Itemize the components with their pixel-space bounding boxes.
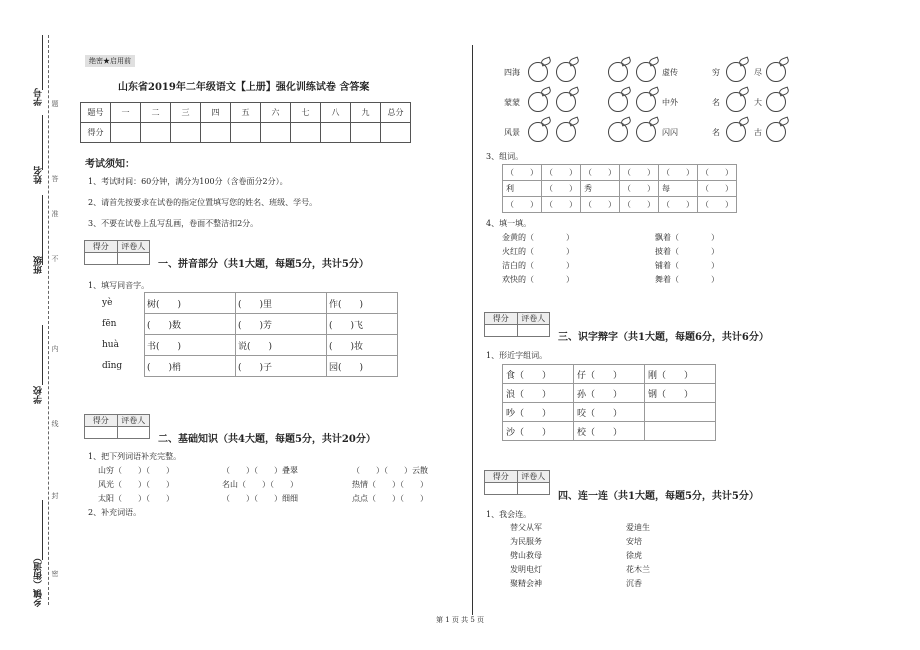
- scorer-score-cell[interactable]: [485, 325, 518, 337]
- match-left-item[interactable]: 劈山救母: [510, 551, 542, 560]
- pinyin-label: fēn: [102, 319, 117, 329]
- apple-leaf-icon: [568, 87, 580, 97]
- margin-mark: 内: [51, 345, 59, 352]
- score-cell[interactable]: [321, 123, 351, 143]
- pinyin-label: huà: [102, 340, 119, 350]
- idiom-item[interactable]: 名山（ ）（ ）: [222, 480, 298, 489]
- fill-item[interactable]: 飘着（ ）: [655, 233, 719, 242]
- word-group-cell[interactable]: （ ）: [659, 165, 698, 181]
- apple-word-label: 中外: [662, 98, 678, 107]
- fill-item[interactable]: 披着（ ）: [655, 247, 719, 256]
- fill-item[interactable]: 金黄的（ ）: [502, 233, 574, 242]
- scorer-grader-label: 评卷人: [117, 241, 150, 253]
- fill-item[interactable]: 舞着（ ）: [655, 275, 719, 284]
- fill-item[interactable]: 欢快的（ ）: [502, 275, 574, 284]
- apple-leaf-icon: [738, 87, 750, 97]
- apple-word-label: 名: [712, 128, 720, 137]
- section2-title: 二、基础知识（共4大题，每题5分，共计20分）: [158, 434, 376, 445]
- pinyin-cell[interactable]: 书( ): [145, 335, 236, 356]
- score-header-cell: 八: [321, 103, 351, 123]
- score-row-label: 得分: [81, 123, 111, 143]
- score-cell[interactable]: [381, 123, 411, 143]
- similar-char-cell[interactable]: 食（ ）: [503, 365, 574, 384]
- scorer-grader-label: 评卷人: [517, 313, 550, 325]
- township-label: 乡镇（街道）: [34, 553, 44, 607]
- notice-heading: 考试须知：: [85, 159, 135, 170]
- score-header-cell: 六: [261, 103, 291, 123]
- student-id-underline: [42, 35, 43, 90]
- score-header-cell: 三: [171, 103, 201, 123]
- word-group-cell[interactable]: （ ）: [698, 181, 737, 197]
- margin-mark: 不: [51, 255, 59, 262]
- word-group-cell[interactable]: （ ）: [698, 165, 737, 181]
- similar-char-cell[interactable]: 孙（ ）: [574, 384, 645, 403]
- score-cell[interactable]: [171, 123, 201, 143]
- pinyin-label: yè: [102, 298, 113, 308]
- score-header-cell: 二: [141, 103, 171, 123]
- q4-label: 4、填一填。: [486, 219, 532, 228]
- pinyin-cell[interactable]: ( )妆: [327, 335, 398, 356]
- class-label: 班级: [34, 256, 44, 274]
- similar-char-cell[interactable]: 仔（ ）: [574, 365, 645, 384]
- score-header-cell: 一: [111, 103, 141, 123]
- apple-leaf-icon: [568, 57, 580, 67]
- margin-mark: 题: [51, 100, 59, 107]
- pinyin-cell[interactable]: 树( ): [145, 293, 236, 314]
- scorer-score-cell[interactable]: [485, 483, 518, 495]
- column-divider: [472, 45, 473, 615]
- pinyin-cell[interactable]: ( )子: [236, 356, 327, 377]
- binding-dashed-line: [48, 35, 49, 605]
- apple-word-label: 名: [712, 98, 720, 107]
- pinyin-cell[interactable]: ( )芳: [236, 314, 327, 335]
- pinyin-label: dīng: [102, 361, 123, 371]
- scorer-grader-cell[interactable]: [117, 253, 150, 265]
- word-group-cell[interactable]: （ ）: [581, 165, 620, 181]
- apple-leaf-icon: [620, 57, 632, 67]
- match-right-item[interactable]: 爱迪生: [626, 523, 650, 532]
- name-underline: [42, 115, 43, 170]
- word-group-char: 利: [503, 181, 542, 197]
- pinyin-cell[interactable]: ( )梢: [145, 356, 236, 377]
- margin-mark: 密: [51, 570, 59, 577]
- score-cell[interactable]: [111, 123, 141, 143]
- pinyin-cell[interactable]: 作( ): [327, 293, 398, 314]
- similar-char-cell[interactable]: 沙（ ）: [503, 422, 574, 441]
- scorer-grader-cell[interactable]: [517, 325, 550, 337]
- similar-char-cell: [645, 403, 716, 422]
- apple-leaf-icon: [778, 117, 790, 127]
- scorer-box: [484, 470, 550, 495]
- class-underline: [42, 195, 43, 265]
- apple-leaf-icon: [738, 117, 750, 127]
- pinyin-cell[interactable]: ( )飞: [327, 314, 398, 335]
- score-table: [80, 102, 411, 143]
- pinyin-cell[interactable]: ( )里: [236, 293, 327, 314]
- score-cell[interactable]: [351, 123, 381, 143]
- apple-leaf-icon: [540, 57, 552, 67]
- apple-leaf-icon: [648, 87, 660, 97]
- apple-word-label: 蒙蒙: [504, 98, 520, 107]
- match-right-item[interactable]: 沉香: [626, 579, 642, 588]
- word-group-cell[interactable]: （ ）: [620, 197, 659, 213]
- word-group-cell[interactable]: （ ）: [542, 197, 581, 213]
- scorer-box: [84, 240, 150, 265]
- apple-leaf-icon: [648, 57, 660, 67]
- word-group-cell[interactable]: （ ）: [581, 197, 620, 213]
- word-group-cell[interactable]: （ ）: [698, 197, 737, 213]
- idiom-item[interactable]: 太阳（ ）（ ）: [98, 494, 174, 503]
- fill-item[interactable]: 洁白的（ ）: [502, 261, 574, 270]
- section1-title: 一、拼音部分（共1大题，每题5分，共计5分）: [158, 259, 369, 270]
- page-footer: 第 1 页 共 5 页: [435, 616, 485, 624]
- similar-char-cell[interactable]: 浪（ ）: [503, 384, 574, 403]
- scorer-box: [84, 414, 150, 439]
- apple-word-label: 四海: [504, 68, 520, 77]
- section4-title: 四、连一连（共1大题，每题5分，共计5分）: [558, 491, 759, 502]
- score-header-cell: 四: [201, 103, 231, 123]
- match-right-item[interactable]: 徐虎: [626, 551, 642, 560]
- margin-mark: 答: [51, 175, 59, 182]
- scorer-box: [484, 312, 550, 337]
- word-group-cell[interactable]: （ ）: [542, 165, 581, 181]
- section1-q1: 1、填写同音字。: [88, 281, 150, 290]
- q3-label: 3、组词。: [486, 152, 524, 161]
- idiom-item[interactable]: （ ）（ ）叠翠: [222, 466, 298, 475]
- scorer-grader-label: 评卷人: [517, 471, 550, 483]
- idiom-item[interactable]: （ ）（ ）云散: [352, 466, 428, 475]
- score-cell[interactable]: [261, 123, 291, 143]
- match-left-item[interactable]: 为民服务: [510, 537, 542, 546]
- section4-q1: 1、我会连。: [486, 510, 532, 519]
- match-right-item[interactable]: 花木兰: [626, 565, 650, 574]
- apple-leaf-icon: [568, 117, 580, 127]
- scorer-score-label: 得分: [485, 313, 518, 325]
- confidential-label: 绝密★启用前: [85, 55, 135, 67]
- scorer-grader-cell[interactable]: [117, 427, 150, 439]
- score-header-cell: 题号: [81, 103, 111, 123]
- apple-leaf-icon: [620, 87, 632, 97]
- word-group-char: 秀: [581, 181, 620, 197]
- margin-mark: 准: [51, 210, 59, 217]
- apple-word-label: 大: [754, 98, 762, 107]
- apple-word-label: 尽: [754, 68, 762, 77]
- apple-word-label: 穷: [712, 68, 720, 77]
- scorer-score-label: 得分: [85, 415, 118, 427]
- section3-title: 三、识字辩字（共1大题，每题6分，共计6分）: [558, 332, 769, 343]
- similar-char-cell[interactable]: 刚（ ）: [645, 365, 716, 384]
- notice-item: 3、不要在试卷上乱写乱画，卷面不整洁扣2分。: [88, 219, 259, 228]
- similar-char-cell: [645, 422, 716, 441]
- apple-leaf-icon: [778, 87, 790, 97]
- score-header-cell: 五: [231, 103, 261, 123]
- student-id-label: 学号: [34, 88, 44, 106]
- fill-item[interactable]: 火红的（ ）: [502, 247, 574, 256]
- match-left-item[interactable]: 聚精会神: [510, 579, 542, 588]
- scorer-grader-cell[interactable]: [517, 483, 550, 495]
- score-header-cell: 七: [291, 103, 321, 123]
- match-left-item[interactable]: 替父从军: [510, 523, 542, 532]
- similar-char-cell[interactable]: 校（ ）: [574, 422, 645, 441]
- school-underline: [42, 325, 43, 385]
- pinyin-cell[interactable]: 园( ): [327, 356, 398, 377]
- section2-q1: 1、把下列词语补充完整。: [88, 452, 182, 461]
- similar-char-cell[interactable]: 咬（ ）: [574, 403, 645, 422]
- exam-title: 山东省2019年二年级语文【上册】强化训练试卷 含答案: [118, 82, 370, 93]
- score-cell[interactable]: [231, 123, 261, 143]
- name-label: 姓名: [34, 166, 44, 184]
- score-header-cell: 九: [351, 103, 381, 123]
- notice-item: 1、考试时间：60分钟，满分为100分（含卷面分2分）。: [88, 177, 288, 186]
- idiom-item[interactable]: （ ）（ ）细细: [222, 494, 298, 503]
- scorer-score-label: 得分: [85, 241, 118, 253]
- apple-word-label: 闪闪: [662, 128, 678, 137]
- apple-leaf-icon: [540, 87, 552, 97]
- section2-q2: 2、补充词语。: [88, 508, 142, 517]
- margin-mark: 封: [51, 492, 59, 499]
- idiom-item[interactable]: 热情（ ）（ ）: [352, 480, 428, 489]
- apple-leaf-icon: [738, 57, 750, 67]
- idiom-item[interactable]: 山穷（ ）（ ）: [98, 466, 174, 475]
- similar-char-grid: [502, 364, 716, 441]
- township-underline: [42, 500, 43, 560]
- scorer-grader-label: 评卷人: [117, 415, 150, 427]
- similar-char-cell[interactable]: 吵（ ）: [503, 403, 574, 422]
- apple-leaf-icon: [540, 117, 552, 127]
- similar-char-cell[interactable]: 钢（ ）: [645, 384, 716, 403]
- word-group-cell[interactable]: （ ）: [659, 197, 698, 213]
- match-right-item[interactable]: 安培: [626, 537, 642, 546]
- score-cell[interactable]: [201, 123, 231, 143]
- notice-item: 2、请首先按要求在试卷的指定位置填写您的姓名、班级、学号。: [88, 198, 318, 207]
- apple-word-label: 风景: [504, 128, 520, 137]
- score-cell[interactable]: [291, 123, 321, 143]
- pinyin-cell[interactable]: 说( ): [236, 335, 327, 356]
- apple-word-label: 虚传: [662, 68, 678, 77]
- margin-mark: 线: [51, 420, 59, 427]
- scorer-score-label: 得分: [485, 471, 518, 483]
- word-group-cell[interactable]: （ ）: [620, 181, 659, 197]
- word-group-cell[interactable]: （ ）: [503, 197, 542, 213]
- word-group-cell[interactable]: （ ）: [620, 165, 659, 181]
- word-group-grid: [502, 164, 737, 213]
- scorer-score-cell[interactable]: [85, 253, 118, 265]
- word-group-cell[interactable]: （ ）: [542, 181, 581, 197]
- scorer-score-cell[interactable]: [85, 427, 118, 439]
- word-group-cell[interactable]: （ ）: [503, 165, 542, 181]
- match-left-item[interactable]: 发明电灯: [510, 565, 542, 574]
- pinyin-grid: [100, 292, 398, 377]
- idiom-item[interactable]: 风光（ ）（ ）: [98, 480, 174, 489]
- pinyin-cell[interactable]: ( )数: [145, 314, 236, 335]
- school-label: 学校: [34, 386, 44, 404]
- apple-leaf-icon: [620, 117, 632, 127]
- fill-item[interactable]: 铺着（ ）: [655, 261, 719, 270]
- apple-leaf-icon: [648, 117, 660, 127]
- section3-q1: 1、形近字组词。: [486, 351, 548, 360]
- score-cell[interactable]: [141, 123, 171, 143]
- apple-leaf-icon: [778, 57, 790, 67]
- score-header-cell: 总分: [381, 103, 411, 123]
- idiom-item[interactable]: 点点（ ）（ ）: [352, 494, 428, 503]
- word-group-char: 每: [659, 181, 698, 197]
- apple-word-label: 古: [754, 128, 762, 137]
